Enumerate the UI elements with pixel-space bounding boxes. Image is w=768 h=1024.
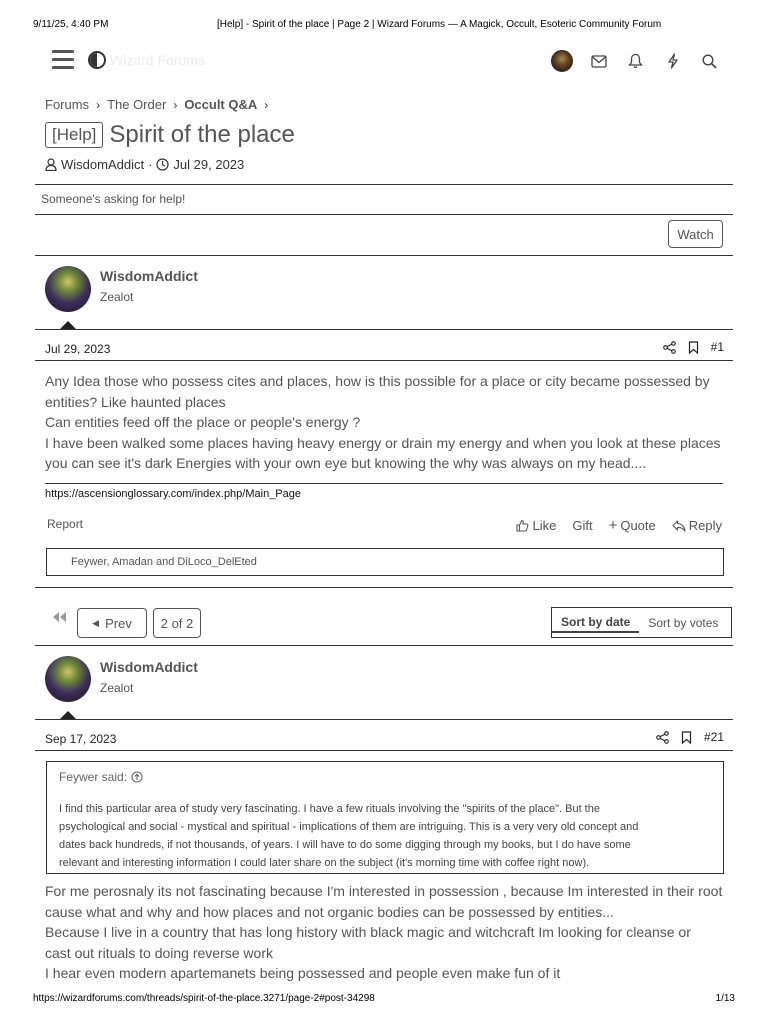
plus-icon: + bbox=[608, 517, 618, 534]
thread-byline bbox=[45, 157, 244, 172]
post1-body bbox=[45, 371, 735, 474]
clock-icon bbox=[156, 158, 169, 171]
post2-body-line: Because I live in a country that has long history with black magic and witchcraft Im looking for cleanse or bbox=[45, 924, 691, 940]
thumbs-up-icon bbox=[516, 519, 529, 532]
post2-number-link[interactable]: #21 bbox=[703, 730, 724, 744]
thread-date-link[interactable]: Jul 29, 2023 bbox=[173, 157, 245, 172]
reactions-list[interactable]: Feywer, Amadan and DiLoco_DelEted bbox=[71, 556, 257, 568]
chevron-left-icon: ◀ bbox=[92, 617, 100, 628]
reactions-bar[interactable] bbox=[46, 548, 724, 576]
search-icon[interactable] bbox=[691, 47, 728, 75]
top-icons-group bbox=[543, 47, 728, 75]
quote-block bbox=[46, 761, 724, 874]
print-footer-page: 1/13 bbox=[715, 993, 735, 1004]
quote-line: dates back hundreds, if not thousands, of years. I will have to do some digging through my books, but I do have some bbox=[59, 839, 631, 851]
divider bbox=[35, 255, 733, 256]
sort-options bbox=[551, 607, 732, 638]
site-logo-icon[interactable] bbox=[88, 51, 106, 69]
signature-divider bbox=[45, 483, 723, 484]
account-avatar-button[interactable] bbox=[543, 47, 580, 75]
thread-title-text: Spirit of the place bbox=[109, 121, 295, 148]
sort-by-date-tab[interactable]: Sort by date bbox=[552, 613, 639, 633]
quote-button[interactable] bbox=[609, 517, 656, 534]
post1-number-link[interactable]: #1 bbox=[710, 340, 724, 354]
post1-body-line: I have been walked some places having heavy energy or drain my energy and when you look at these places bbox=[45, 434, 721, 451]
divider bbox=[35, 184, 733, 185]
divider bbox=[35, 587, 733, 588]
chevron-right-icon: › bbox=[96, 97, 101, 112]
thread-author-link[interactable]: WisdomAddict bbox=[61, 157, 145, 172]
post2-body-line: cause what and why and how places and not organic bodies can be possessed by entities... bbox=[45, 903, 614, 920]
reply-label: Reply bbox=[688, 518, 722, 533]
top-navigation-bar bbox=[44, 42, 728, 80]
post2-meta-actions bbox=[656, 730, 724, 744]
post2-body-line: I hear even modern apartemanets being possessed and people even make fun of it bbox=[45, 965, 561, 981]
chevron-right-icon: › bbox=[264, 97, 269, 112]
post1-user-title: Zealot bbox=[100, 290, 134, 304]
quote-author-link[interactable]: Feywer said: bbox=[59, 770, 128, 784]
like-button[interactable] bbox=[516, 518, 556, 533]
page-jump-button[interactable]: 2 of 2 bbox=[153, 608, 201, 638]
share-icon[interactable] bbox=[656, 731, 669, 744]
print-page-title: [Help] - Spirit of the place | Page 2 | Wizard Forums — A Magick, Occult, Esoteric Community Forum bbox=[217, 19, 662, 30]
print-datetime: 9/11/25, 4:40 PM bbox=[33, 19, 109, 30]
alerts-bell-icon[interactable] bbox=[617, 47, 654, 75]
post2-date-link[interactable]: Sep 17, 2023 bbox=[45, 732, 117, 746]
divider bbox=[35, 750, 733, 751]
quote-header bbox=[59, 770, 711, 784]
post1-user-avatar[interactable] bbox=[45, 266, 91, 312]
breadcrumb-occult-qa[interactable]: Occult Q&A bbox=[184, 97, 258, 112]
print-footer-url: https://wizardforums.com/threads/spirit-of-the-place.3271/page-2#post-34298 bbox=[33, 993, 375, 1004]
thread-title bbox=[45, 121, 295, 149]
gift-label: Gift bbox=[572, 518, 593, 533]
reply-arrow-icon bbox=[672, 520, 686, 532]
thread-prefix-badge[interactable]: [Help] bbox=[45, 122, 103, 148]
post2-user-title: Zealot bbox=[100, 681, 134, 695]
post1-signature-link[interactable]: https://ascensionglossary.com/index.php/Main_Page bbox=[45, 488, 301, 500]
thread-notice: Someone's asking for help! bbox=[41, 192, 186, 206]
prev-page-button[interactable] bbox=[77, 608, 147, 638]
report-link[interactable]: Report bbox=[47, 517, 84, 531]
quote-line: I find this particular area of study very fascinating. I have a few rituals involving the "spirits of the place". But the bbox=[59, 803, 600, 815]
user-icon bbox=[45, 158, 57, 171]
gift-button[interactable] bbox=[572, 518, 592, 533]
whats-new-bolt-icon[interactable] bbox=[654, 47, 691, 75]
share-icon[interactable] bbox=[663, 341, 676, 354]
account-avatar bbox=[551, 50, 573, 72]
like-label: Like bbox=[532, 518, 557, 533]
breadcrumb bbox=[45, 97, 269, 112]
divider bbox=[35, 719, 733, 720]
divider bbox=[35, 645, 733, 646]
post2-body-line: For me perosnaly its not fascinating because I'm interested in possession , because Im interested in their root bbox=[45, 883, 723, 899]
first-page-icon[interactable] bbox=[52, 612, 68, 622]
post1-username[interactable]: WisdomAddict bbox=[100, 268, 198, 284]
menu-hamburger-icon[interactable] bbox=[52, 50, 74, 70]
post1-body-line: entities? Like haunted places bbox=[45, 393, 226, 410]
watch-button[interactable]: Watch bbox=[668, 220, 723, 248]
prev-label: Prev bbox=[105, 615, 132, 631]
quote-line: psychological and social - mystical and spiritual - implications of them are intriguing. This is a very very old concept and bbox=[59, 821, 639, 833]
post2-body bbox=[45, 881, 735, 984]
breadcrumb-the-order[interactable]: The Order bbox=[107, 97, 167, 112]
post1-body-line: Can entities feed off the place or people's energy ? bbox=[45, 414, 361, 430]
post1-body-line: you can see it's dark Energies with your own eye but knowing the why was always on my head.... bbox=[45, 455, 647, 471]
post2-user-avatar[interactable] bbox=[45, 656, 91, 702]
breadcrumb-forums[interactable]: Forums bbox=[45, 97, 90, 112]
post1-actions bbox=[516, 517, 722, 534]
inbox-icon[interactable] bbox=[580, 47, 617, 75]
post1-date-link[interactable]: Jul 29, 2023 bbox=[45, 342, 111, 356]
sort-by-votes-tab[interactable]: Sort by votes bbox=[648, 615, 719, 630]
bookmark-icon[interactable] bbox=[681, 731, 692, 744]
reply-button[interactable] bbox=[672, 518, 722, 533]
divider bbox=[35, 214, 733, 215]
quote-body bbox=[59, 800, 711, 872]
quote-label: Quote bbox=[620, 518, 656, 533]
post2-body-line: cast out rituals to doing reverse work bbox=[45, 944, 273, 961]
arrow-up-circle-icon[interactable] bbox=[131, 771, 143, 783]
byline-separator: · bbox=[148, 157, 153, 172]
quote-line: relevant and interesting information I could later share on the subject (it's morning time with coffee right now). bbox=[59, 857, 590, 869]
post1-body-line: Any Idea those who possess cites and places, how is this possible for a place or city became possessed by bbox=[45, 373, 710, 389]
post2-username[interactable]: WisdomAddict bbox=[100, 659, 198, 675]
divider bbox=[35, 360, 733, 361]
chevron-right-icon: › bbox=[173, 97, 178, 112]
site-logo-text[interactable]: Wizard Forums bbox=[110, 52, 205, 68]
divider bbox=[35, 329, 733, 330]
post1-meta-actions bbox=[663, 340, 724, 354]
bookmark-icon[interactable] bbox=[688, 341, 699, 354]
